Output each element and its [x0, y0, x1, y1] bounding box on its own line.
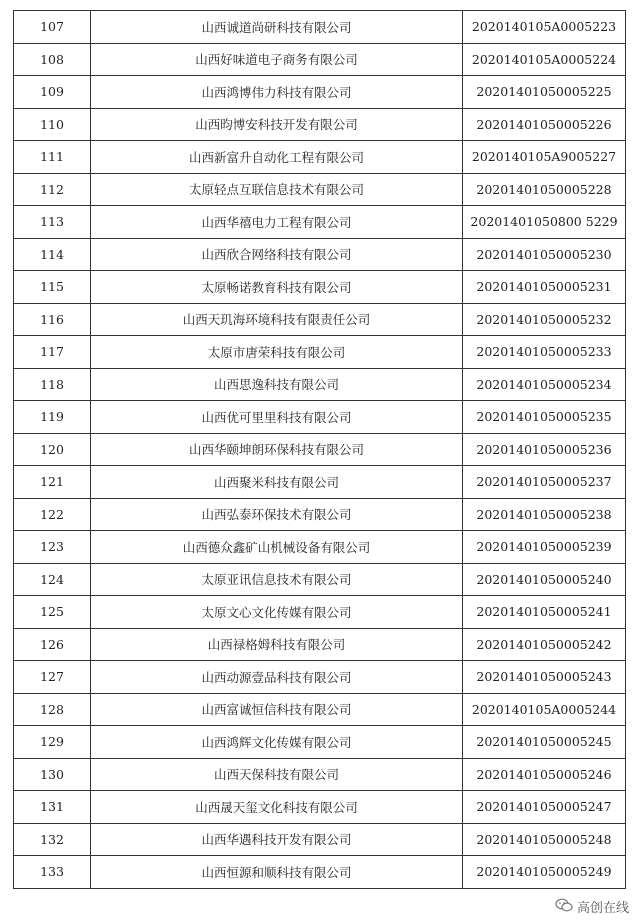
registration-code: 20201401050005238 [463, 498, 626, 531]
row-number: 116 [14, 303, 91, 336]
registration-code: 20201401050005230 [463, 238, 626, 271]
row-number: 112 [14, 173, 91, 206]
company-name: 山西富诚恒信科技有限公司 [91, 693, 463, 726]
table-row [14, 238, 626, 271]
row-number: 126 [14, 628, 91, 661]
registration-code: 20201401050005242 [463, 628, 626, 661]
row-number: 114 [14, 238, 91, 271]
registration-code: 2020140105A0005224 [463, 43, 626, 76]
registration-code: 20201401050005237 [463, 466, 626, 499]
table-row [14, 791, 626, 824]
row-number: 121 [14, 466, 91, 499]
table-row [14, 823, 626, 856]
company-name: 山西优可里里科技有限公司 [91, 401, 463, 434]
company-name: 山西恒源和顺科技有限公司 [91, 856, 463, 889]
row-number: 120 [14, 433, 91, 466]
row-number: 123 [14, 531, 91, 564]
company-name: 山西好味道电子商务有限公司 [91, 43, 463, 76]
table-row [14, 856, 626, 889]
table-row [14, 108, 626, 141]
company-name: 山西弘泰环保技术有限公司 [91, 498, 463, 531]
table-row [14, 758, 626, 791]
company-name: 山西思逸科技有限公司 [91, 368, 463, 401]
table-row [14, 531, 626, 564]
table-row [14, 726, 626, 759]
company-name: 山西德众鑫矿山机械设备有限公司 [91, 531, 463, 564]
registration-code: 20201401050005240 [463, 563, 626, 596]
row-number: 125 [14, 596, 91, 629]
company-name: 山西天保科技有限公司 [91, 758, 463, 791]
row-number: 127 [14, 661, 91, 694]
table-row [14, 206, 626, 239]
row-number: 111 [14, 141, 91, 174]
table-row [14, 433, 626, 466]
table-row [14, 498, 626, 531]
row-number: 133 [14, 856, 91, 889]
table-row [14, 76, 626, 109]
row-number: 118 [14, 368, 91, 401]
table-row [14, 173, 626, 206]
watermark [555, 897, 629, 916]
row-number: 119 [14, 401, 91, 434]
table-row [14, 303, 626, 336]
company-name: 山西华禧电力工程有限公司 [91, 206, 463, 239]
company-name: 山西诚道尚研科技有限公司 [91, 11, 463, 44]
company-name: 山西晟天玺文化科技有限公司 [91, 791, 463, 824]
row-number: 124 [14, 563, 91, 596]
table-row [14, 563, 626, 596]
table-row [14, 628, 626, 661]
company-name: 山西华颐坤朗环保科技有限公司 [91, 433, 463, 466]
company-name: 山西天玑海环境科技有限责任公司 [91, 303, 463, 336]
row-number: 110 [14, 108, 91, 141]
registration-code: 20201401050005241 [463, 596, 626, 629]
registration-code: 20201401050005226 [463, 108, 626, 141]
watermark-text: 高创在线 [576, 901, 629, 916]
registration-code: 20201401050005249 [463, 856, 626, 889]
company-name: 山西聚米科技有限公司 [91, 466, 463, 499]
registration-code: 2020140105A0005223 [463, 11, 626, 44]
row-number: 115 [14, 271, 91, 304]
row-number: 130 [14, 758, 91, 791]
row-number: 131 [14, 791, 91, 824]
company-name: 山西动源壹品科技有限公司 [91, 661, 463, 694]
company-name: 山西鸿博伟力科技有限公司 [91, 76, 463, 109]
table-row [14, 43, 626, 76]
row-number: 107 [14, 11, 91, 44]
row-number: 128 [14, 693, 91, 726]
table-row [14, 11, 626, 44]
row-number: 117 [14, 336, 91, 369]
registration-code: 20201401050005235 [463, 401, 626, 434]
registration-code: 20201401050005248 [463, 823, 626, 856]
table-row [14, 141, 626, 174]
company-name: 山西鸿辉文化传媒有限公司 [91, 726, 463, 759]
table-row [14, 661, 626, 694]
registration-code: 20201401050005243 [463, 661, 626, 694]
registration-code: 20201401050005245 [463, 726, 626, 759]
row-number: 122 [14, 498, 91, 531]
table-body [14, 11, 626, 889]
row-number: 129 [14, 726, 91, 759]
company-name: 山西昀博安科技开发有限公司 [91, 108, 463, 141]
registration-code: 20201401050005239 [463, 531, 626, 564]
company-name: 太原畅诺教育科技有限公司 [91, 271, 463, 304]
row-number: 113 [14, 206, 91, 239]
registration-code: 20201401050005232 [463, 303, 626, 336]
registration-code: 20201401050005225 [463, 76, 626, 109]
registration-code: 2020140105A0005244 [463, 693, 626, 726]
registration-code: 20201401050005236 [463, 433, 626, 466]
table-row [14, 368, 626, 401]
registration-code: 20201401050800 5229 [463, 206, 626, 239]
row-number: 132 [14, 823, 91, 856]
table-row [14, 466, 626, 499]
registration-code: 2020140105A9005227 [463, 141, 626, 174]
registration-code: 20201401050005231 [463, 271, 626, 304]
company-name: 山西新富升自动化工程有限公司 [91, 141, 463, 174]
table-row [14, 271, 626, 304]
wechat-logo-icon [555, 898, 573, 916]
row-number: 109 [14, 76, 91, 109]
company-registry-table [13, 10, 626, 889]
registration-code: 20201401050005228 [463, 173, 626, 206]
company-name: 太原轻点互联信息技术有限公司 [91, 173, 463, 206]
company-name: 山西华遇科技开发有限公司 [91, 823, 463, 856]
company-name: 太原亚讯信息技术有限公司 [91, 563, 463, 596]
table-row [14, 596, 626, 629]
table-row [14, 401, 626, 434]
registration-code: 20201401050005233 [463, 336, 626, 369]
registration-code: 20201401050005247 [463, 791, 626, 824]
company-name: 太原市唐荣科技有限公司 [91, 336, 463, 369]
table-row [14, 693, 626, 726]
company-name: 山西禄格姆科技有限公司 [91, 628, 463, 661]
table-row [14, 336, 626, 369]
company-name: 太原文心文化传媒有限公司 [91, 596, 463, 629]
registration-code: 20201401050005234 [463, 368, 626, 401]
company-name: 山西欣合网络科技有限公司 [91, 238, 463, 271]
registration-code: 20201401050005246 [463, 758, 626, 791]
row-number: 108 [14, 43, 91, 76]
